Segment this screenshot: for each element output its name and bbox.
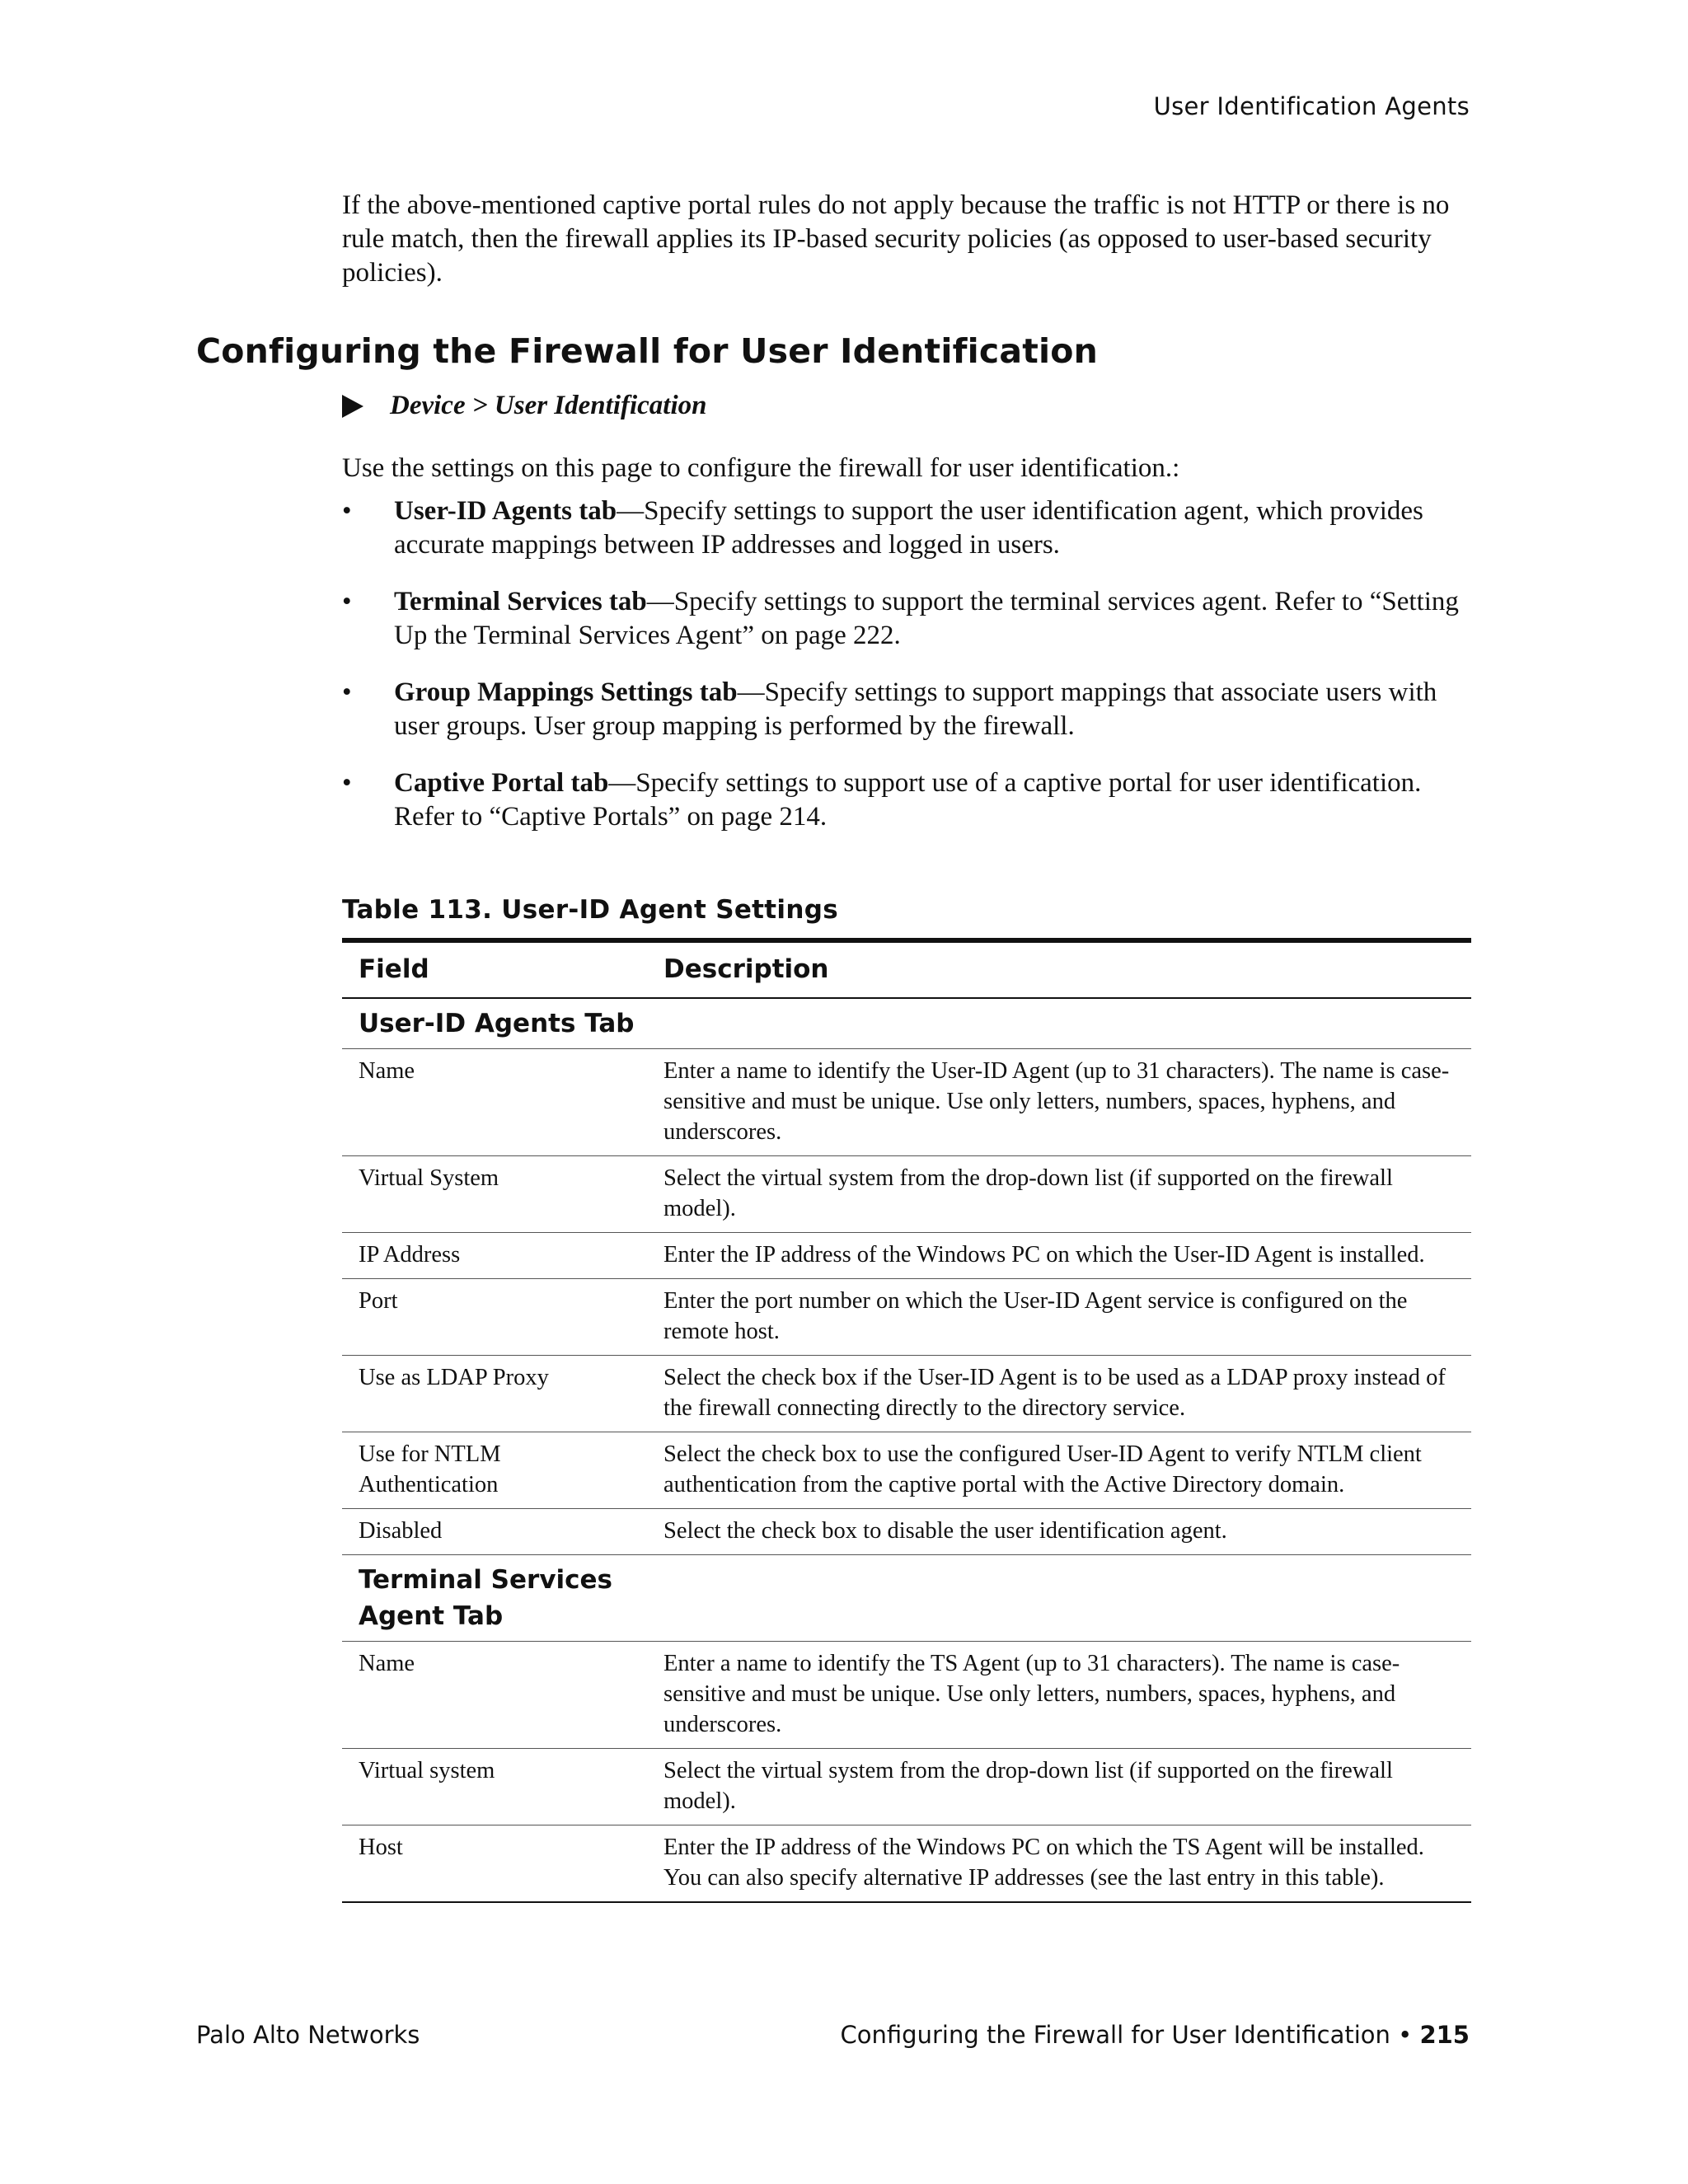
table-row [342,1642,1471,1749]
empty-cell [647,1555,1471,1642]
description-cell: Select the virtual system from the drop-down list (if supported on the firewall model). [647,1156,1471,1233]
table-row [342,1233,1471,1279]
footer-company: Palo Alto Networks [196,2021,420,2049]
section-label: Terminal Services Agent Tab [342,1555,647,1642]
column-header-field: Field [342,940,647,998]
description-cell: Select the virtual system from the drop-down list (if supported on the firewall model). [647,1749,1471,1825]
field-cell: Name [342,1642,647,1749]
footer-separator: • [1390,2021,1420,2049]
footer-title: Configuring the Firewall for User Identification [840,2021,1390,2049]
field-cell: IP Address [342,1233,647,1279]
list-item [342,494,1479,562]
table-header-row [342,940,1471,998]
field-cell: Port [342,1279,647,1356]
table-row [342,1749,1471,1825]
section-heading: Configuring the Firewall for User Identification [196,331,1099,371]
tab-label: Group Mappings Settings tab [394,677,738,707]
bullet: • [342,677,352,707]
field-cell: Use for NTLM Authentication [342,1432,647,1509]
table-section-row [342,998,1471,1049]
bullet: • [342,768,352,798]
description-cell: Select the check box to use the configured User-ID Agent to verify NTLM client authentication from the captive portal with the Active Directory domain. [647,1432,1471,1509]
field-cell: Host [342,1825,647,1903]
description-cell: Enter the port number on which the User-ID Agent service is configured on the remote host. [647,1279,1471,1356]
list-item [342,766,1479,834]
field-cell: Virtual System [342,1156,647,1233]
description-cell: Select the check box to disable the user identification agent. [647,1509,1471,1555]
tab-label: User-ID Agents tab [394,496,617,526]
description-cell: Enter the IP address of the Windows PC on which the TS Agent will be installed. You can also specify alternative IP addresses (see the last entry in this table). [647,1825,1471,1903]
bullet: • [342,496,352,526]
intro-paragraph: If the above-mentioned captive portal rules do not apply because the traffic is not HTTP or there is no rule match, then the firewall applies its IP-based security policies (as opposed to user-based security policies). [342,190,1450,288]
page-number: 215 [1419,2021,1470,2049]
tab-description: —Specify settings to support mappings that associate users with user groups. User group mapping is performed by the firewall. [394,677,1437,741]
tab-description: —Specify settings to support the user identification agent, which provides accurate mappings between IP addresses and logged in users. [394,496,1423,560]
table-row [342,1509,1471,1555]
list-item [342,585,1479,653]
table-row [342,1432,1471,1509]
tabs-list [342,494,1479,857]
nav-path-text: Device > User Identification [390,391,707,420]
field-cell: Disabled [342,1509,647,1555]
triangle-right-icon [342,395,363,418]
tab-description: —Specify settings to support use of a captive portal for user identification. Refer to “Captive Portals” on page 214. [394,768,1422,832]
table-row [342,1279,1471,1356]
table-row [342,1356,1471,1432]
field-cell: Name [342,1049,647,1156]
field-cell: Virtual system [342,1749,647,1825]
field-cell: Use as LDAP Proxy [342,1356,647,1432]
section-label: User-ID Agents Tab [342,998,1471,1049]
description-cell: Enter a name to identify the User-ID Agent (up to 31 characters). The name is case-sensitive and must be unique. Use only letters, numbers, spaces, hyphens, and underscores. [647,1049,1471,1156]
table-section-row [342,1555,1471,1642]
description-cell: Enter the IP address of the Windows PC on which the User-ID Agent is installed. [647,1233,1471,1279]
list-item [342,676,1479,743]
tab-label: Terminal Services tab [394,587,647,616]
column-header-description: Description [647,940,1471,998]
footer-page-info [841,2021,1470,2049]
bullet: • [342,587,352,616]
table-row [342,1825,1471,1903]
table-caption: Table 113. User-ID Agent Settings [342,895,838,925]
tab-label: Captive Portal tab [394,768,609,798]
description-cell: Select the check box if the User-ID Agent is to be used as a LDAP proxy instead of the firewall connecting directly to the directory service. [647,1356,1471,1432]
settings-table [342,938,1471,1903]
table-row [342,1156,1471,1233]
running-header: User Identification Agents [1153,92,1470,120]
description-cell: Enter a name to identify the TS Agent (up to 31 characters). The name is case-sensitive and must be unique. Use only letters, numbers, spaces, hyphens, and underscores. [647,1642,1471,1749]
table-row [342,1049,1471,1156]
navigation-path [342,391,706,421]
usage-paragraph: Use the settings on this page to configure the firewall for user identification.: [342,453,1180,483]
tab-description: —Specify settings to support the terminal services agent. Refer to “Setting Up the Terminal Services Agent” on page 222. [394,587,1459,650]
